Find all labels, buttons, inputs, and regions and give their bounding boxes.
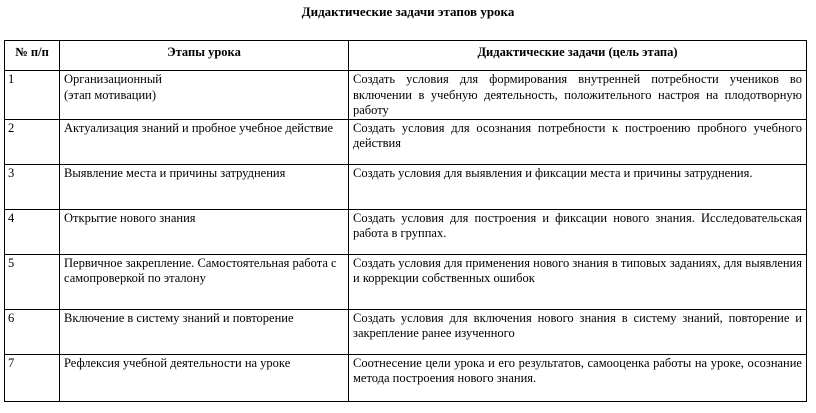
row-task: Создать условия для построения и фиксации нового знания. Исследовательская работа в группах.	[349, 209, 807, 254]
row-num: 7	[5, 354, 60, 401]
row-stage: Организационный (этап мотивации)	[60, 71, 349, 120]
row-num: 3	[5, 164, 60, 209]
row-task: Соотнесение цели урока и его результатов, самооценка работы на уроке, осознание метода построения нового знания.	[349, 354, 807, 401]
row-stage: Рефлексия учебной деятельности на уроке	[60, 354, 349, 401]
row-stage: Актуализация знаний и пробное учебное действие	[60, 119, 349, 164]
row-num: 1	[5, 71, 60, 120]
header-stage: Этапы урока	[60, 41, 349, 71]
row-stage: Выявление места и причины затруднения	[60, 164, 349, 209]
row-num: 6	[5, 309, 60, 354]
header-task: Дидактические задачи (цель этапа)	[349, 41, 807, 71]
stages-table	[4, 40, 807, 402]
row-stage: Открытие нового знания	[60, 209, 349, 254]
table-row	[5, 309, 807, 354]
row-task: Создать условия для выявления и фиксации места и причины затруднения.	[349, 164, 807, 209]
table-row	[5, 164, 807, 209]
table-row	[5, 119, 807, 164]
table-header-row	[5, 41, 807, 71]
row-num: 5	[5, 254, 60, 309]
header-num: № п/п	[5, 41, 60, 71]
table-row	[5, 254, 807, 309]
row-num: 4	[5, 209, 60, 254]
row-stage: Первичное закрепление. Самостоятельная работа с самопроверкой по эталону	[60, 254, 349, 309]
table-row	[5, 354, 807, 401]
row-task: Создать условия для включения нового знания в систему знаний, повторение и закрепление ранее изученного	[349, 309, 807, 354]
document-title: Дидактические задачи этапов урока	[301, 4, 515, 19]
row-task: Создать условия для применения нового знания в типовых заданиях, для выявления и коррекции собственных ошибок	[349, 254, 807, 309]
table-row	[5, 71, 807, 120]
row-task: Создать условия для осознания потребности к построению пробного учебного действия	[349, 119, 807, 164]
row-stage: Включение в систему знаний и повторение	[60, 309, 349, 354]
table-row	[5, 209, 807, 254]
row-task: Создать условия для формирования внутренней потребности учеников во включении в учебную деятельность, положительного настроя на плодотворную работу	[349, 71, 807, 120]
row-num: 2	[5, 119, 60, 164]
